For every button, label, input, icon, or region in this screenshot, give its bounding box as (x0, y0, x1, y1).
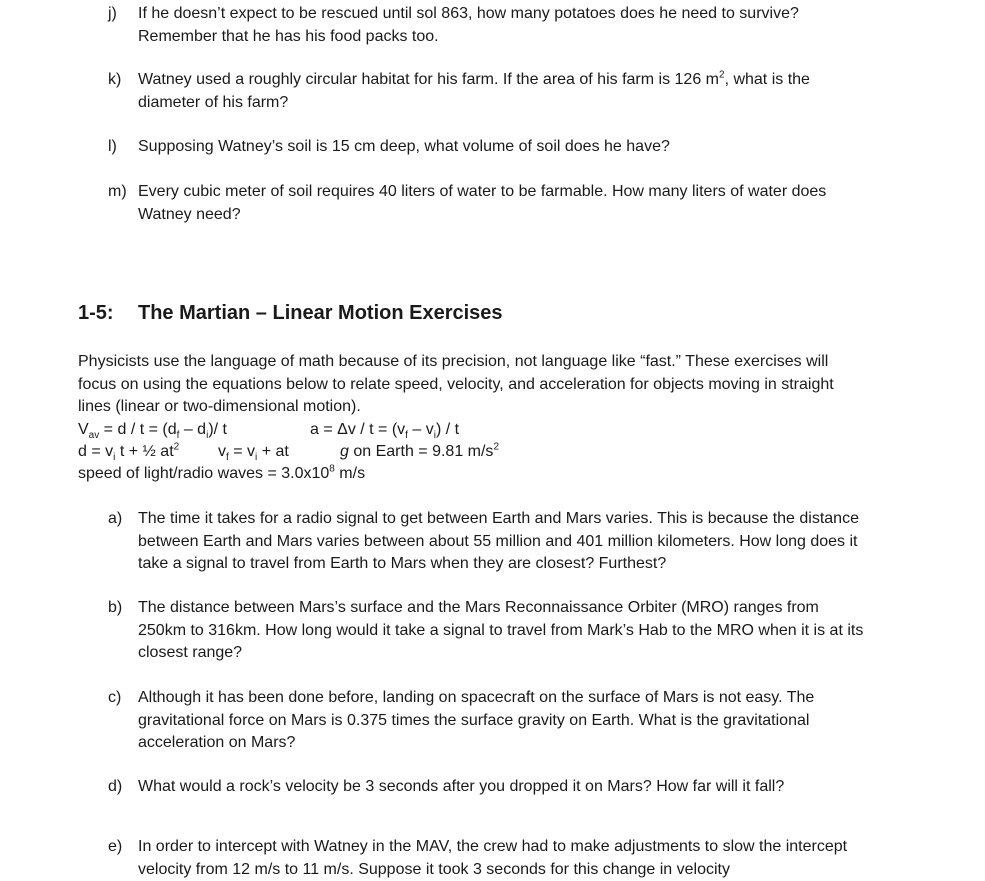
equation-speed-of-light: speed of light/radio waves = $3.0x10^8$ m/s (78, 463, 366, 482)
section-number: 1-5: (78, 302, 114, 324)
question-text: Watney used a roughly circular habitat for his farm. If the area of his farm is 126 $m^2$, what is the diameter of his farm? (138, 69, 810, 111)
question-m (108, 181, 868, 226)
question-text: Supposing Watney’s soil is 15 cm deep, what volume of soil does he have? (138, 138, 670, 155)
section-title: The Martian – Linear Motion Exercises (138, 302, 503, 324)
question-text: The distance between Mars’s surface and the Mars Reconnaissance Orbiter (MRO) ranges from 250km to 316km. How long would it take a signal to travel from Mark’s Hab to the MRO when it is at its closest range? (138, 599, 864, 661)
question-text: If he doesn’t expect to be rescued until sol 863, how many potatoes does he need to survive? Remember that he has his food packs too. (138, 5, 799, 45)
question-text: What would a rock’s velocity be 3 seconds after you dropped it on Mars? How far will it fall? (138, 778, 785, 795)
question-c (108, 687, 868, 755)
equation-average-velocity: $V_{av} = d / t = (d_f - d_i)/$ t (78, 421, 227, 442)
question-label: e) (108, 838, 123, 855)
question-text: Every cubic meter of soil requires 40 liters of water to be farmable. How many liters of water does Watney need? (138, 183, 827, 223)
equation-acceleration: $a = \Delta v / t = (v_f - v_i) / t$ (310, 421, 460, 442)
equation-final-velocity: $v_f = v_i$ + at (218, 443, 289, 464)
question-label: d) (108, 778, 123, 795)
section-heading (78, 302, 503, 325)
question-b (108, 597, 868, 665)
question-label: k) (108, 71, 122, 88)
question-text: In order to intercept with Watney in the MAV, the crew had to make adjustments to slow the intercept velocity from 12 m/s to 11 m/s. Suppose it took 3 seconds for this change in velocity (138, 838, 848, 878)
question-l (108, 136, 868, 159)
question-label: c) (108, 689, 122, 706)
question-label: a) (108, 510, 123, 527)
question-text: The time it takes for a radio signal to get between Earth and Mars varies. This is because the distance between Earth and Mars varies between about 55 million and 401 million kilometers. How long does it take a signal to travel from Earth to Mars when they are closest? Furthest? (138, 510, 859, 572)
question-label: l) (108, 138, 117, 155)
question-k (108, 69, 868, 114)
question-a (108, 508, 868, 576)
equation-displacement: $d = v_i$ t + ½ $at^2$ (78, 441, 180, 464)
question-e (108, 836, 868, 881)
equation-gravity: g on Earth = 9.81 $m/s^2$ (340, 441, 499, 460)
intro-paragraph: Physicists use the language of math because of its precision, not language like “fast.” These exercises will focus on using the equations below to relate speed, velocity, and acceleration for objects moving in straight lines (linear or two-dimensional motion). (78, 353, 834, 415)
question-label: j) (108, 5, 117, 22)
question-text: Although it has been done before, landing on spacecraft on the surface of Mars is not easy. The gravitational force on Mars is 0.375 times the surface gravity on Earth. What is the gravitational acceleration on Mars? (138, 689, 815, 751)
question-d (108, 776, 868, 799)
question-j (108, 3, 868, 48)
question-label: m) (108, 183, 127, 200)
question-label: b) (108, 599, 123, 616)
